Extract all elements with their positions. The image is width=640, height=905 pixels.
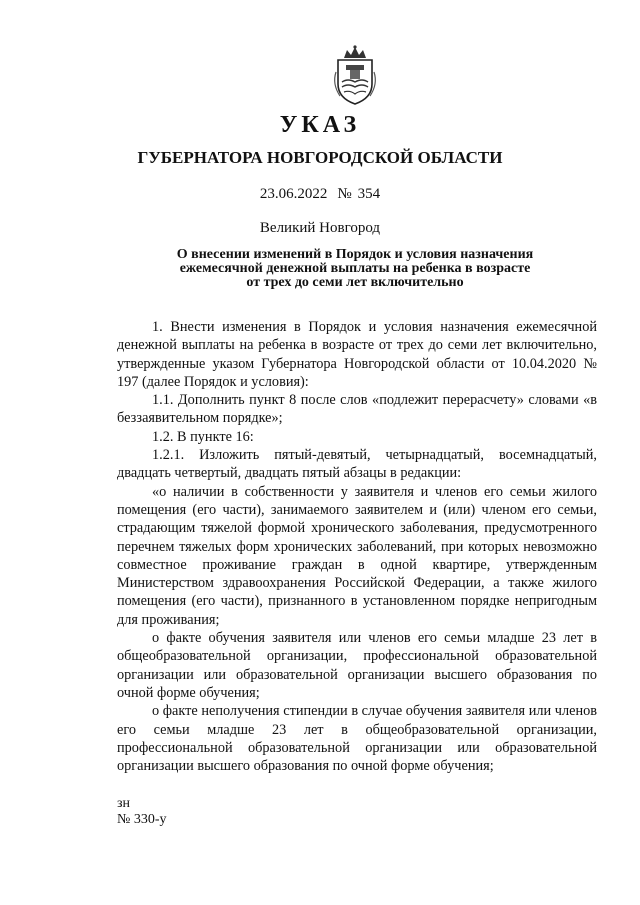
document-footer: [117, 796, 167, 828]
document-city: Великий Новгород: [259, 220, 381, 236]
document-date: 23.06.2022: [259, 186, 328, 202]
date-number-line: [0, 186, 640, 203]
document-title: УКАЗ: [279, 112, 361, 138]
footer-initials: зн: [117, 796, 131, 811]
paragraph: о факте неполучения стипендии в случае обучения заявителя или членов его семьи младше 23 лет в общеобразовательной организации, профессиональной образовательной организации или образовательной организации высшего образования по очной форме обучения;: [117, 703, 597, 775]
paragraph: 1. Внести изменения в Порядок и условия назначения ежемесячной денежной выплаты на ребенка в возрасте от трех до семи лет включительно, утвержденные указом Губернатора Новгородской области от 10.04.2020 № 197 (далее Порядок и условия):: [117, 319, 597, 390]
number-sign: №: [337, 186, 352, 202]
paragraph: 1.2.1. Изложить пятый-девятый, четырнадцатый, восемнадцатый, двадцать четвертый, двадцать пятый абзацы в редакции:: [117, 447, 597, 482]
paragraph: «о наличии в собственности у заявителя и членов его семьи жилого помещения (его части), занимаемого заявителем и (или) членом его семьи, страдающим тяжелой формой хронического заболевания, предусмотренного перечнем тяжелых форм хронических заболеваний, при которых невозможно совместное проживание граждан в одной квартире, утвержденным Министерством здравоохранения Российской Федерации, а также жилого помещения (его части), признанного в установленном порядке непригодным для проживания;: [117, 483, 597, 628]
document-heading: [150, 248, 560, 290]
novgorod-coat-of-arms-icon: [330, 44, 380, 106]
heading-line: от трех до семи лет включительно: [246, 275, 464, 290]
document-body: [117, 318, 597, 775]
paragraph: 1.1. Дополнить пункт 8 после слов «подлежит перерасчету» словами «в беззаявительном порядке»;: [117, 392, 597, 427]
document-subtitle: ГУБЕРНАТОРА НОВГОРОДСКОЙ ОБЛАСТИ: [137, 148, 503, 167]
heading-line: ежемесячной денежной выплаты на ребенка в возрасте: [179, 261, 531, 276]
paragraph: о факте обучения заявителя или членов его семьи младше 23 лет в общеобразовательной организации, профессиональной образовательной организации или образовательной организации высшего образования по очной форме обучения;: [117, 630, 597, 701]
heading-line: О внесении изменений в Порядок и условия назначения: [176, 247, 534, 262]
document-number: 354: [357, 186, 381, 202]
footer-doc-number: № 330-у: [117, 812, 167, 827]
paragraph: 1.2. В пункте 16:: [152, 428, 254, 445]
